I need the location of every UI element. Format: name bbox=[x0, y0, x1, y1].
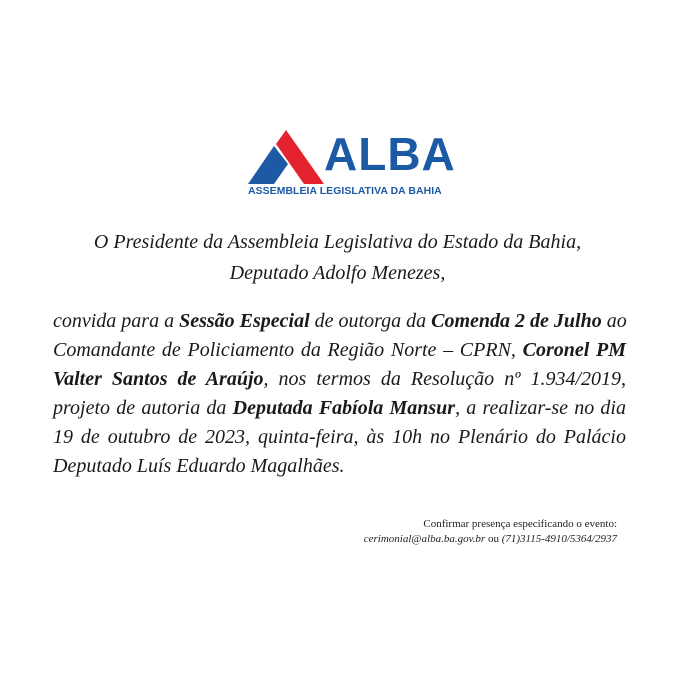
award-name: Comenda 2 de Julho bbox=[431, 310, 602, 332]
logo-wordmark: ALBA bbox=[324, 128, 456, 180]
text-segment: convida para a bbox=[53, 310, 180, 332]
text-segment: projeto de autoria da bbox=[53, 397, 233, 419]
rsvp-contacts bbox=[364, 532, 617, 547]
body-line-3 bbox=[53, 365, 626, 394]
rsvp-instruction: Confirmar presença especificando o evento: bbox=[423, 518, 617, 530]
header-line-2: Deputado Adolfo Menezes, bbox=[229, 262, 446, 284]
body-line-1 bbox=[53, 307, 626, 336]
invitation-body bbox=[53, 307, 626, 481]
text-segment: , nos termos da Resolução nº 1.934/2019, bbox=[263, 368, 626, 390]
rsvp-info bbox=[364, 517, 617, 547]
alba-logo bbox=[248, 128, 456, 204]
header-line-1: O Presidente da Assembleia Legislativa do Estado da Bahia, bbox=[93, 231, 582, 253]
text-segment: Comandante de Policiamento da Região Norte – CPRN, bbox=[53, 339, 523, 361]
rsvp-separator: ou bbox=[485, 533, 502, 545]
alba-triangle-icon bbox=[248, 128, 324, 184]
honoree-rank: Coronel PM bbox=[522, 339, 626, 361]
body-line-5: 19 de outubro de 2023, quinta-feira, às 10h no Plenário do Palácio bbox=[53, 426, 626, 448]
text-segment: , a realizar-se no dia bbox=[455, 397, 626, 419]
logo-subtitle: ASSEMBLEIA LEGISLATIVA DA BAHIA bbox=[248, 186, 442, 197]
body-line-6: Deputado Luís Eduardo Magalhães. bbox=[53, 455, 345, 477]
author-name: Deputada Fabíola Mansur bbox=[232, 397, 456, 419]
text-segment: ao bbox=[601, 310, 627, 332]
body-line-4 bbox=[53, 394, 626, 423]
session-name: Sessão Especial bbox=[179, 310, 310, 332]
rsvp-phones: (71)3115-4910/5364/2937 bbox=[501, 533, 617, 545]
body-line-2 bbox=[53, 336, 626, 365]
honoree-name: Valter Santos de Araújo bbox=[53, 368, 264, 390]
text-segment: de outorga da bbox=[309, 310, 432, 332]
rsvp-email[interactable]: cerimonial@alba.ba.gov.br bbox=[363, 533, 486, 545]
